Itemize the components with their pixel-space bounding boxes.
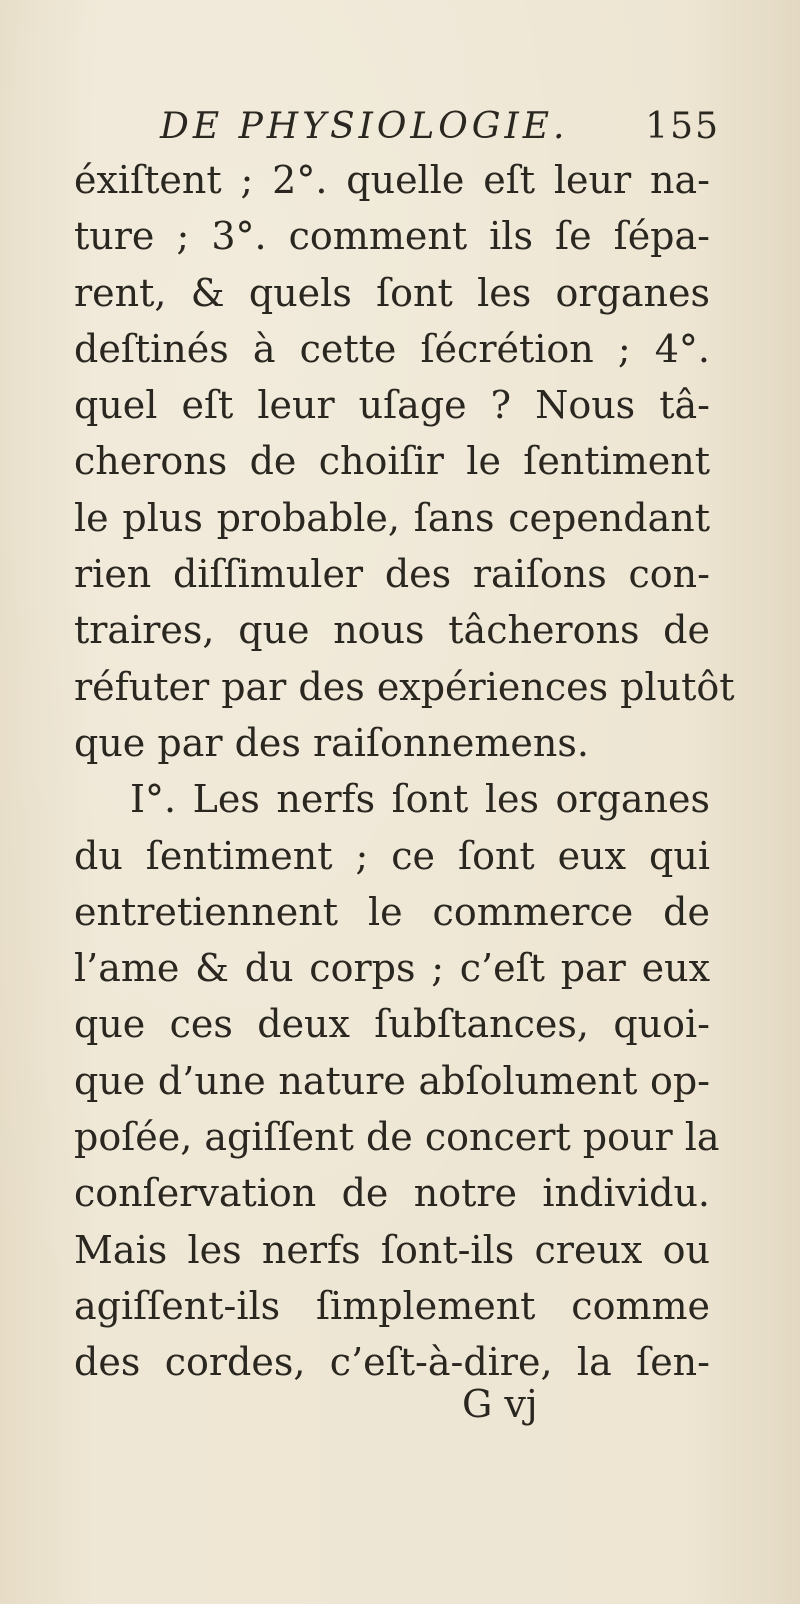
running-head <box>160 106 720 156</box>
text-line: quel eſt leur uſage ? Nous tâ- <box>74 383 710 428</box>
text-line: agiſſent-ils ſimplement comme <box>74 1283 710 1328</box>
text-line: entretiennent le commerce de <box>74 889 710 934</box>
body-text <box>74 152 735 1391</box>
page-number: 155 <box>645 106 720 147</box>
text-line: cherons de choiſir le ſentiment <box>74 439 710 484</box>
text-line: l’ame & du corps ; c’eſt par eux <box>74 946 710 991</box>
text-line: I°. Les nerfs ſont les organes <box>130 777 710 822</box>
text-line: que d’une nature abſolument op- <box>74 1058 710 1103</box>
text-line: des cordes, c’eſt-à-dire, la ſen- <box>74 1340 710 1385</box>
text-line: que par des raiſonnemens. <box>74 720 589 765</box>
text-line: ture ; 3°. comment ils ſe ſépa- <box>74 214 710 259</box>
text-line: traires, que nous tâcherons de <box>74 608 710 653</box>
text-line: réfuter par des expériences plutôt <box>74 664 735 709</box>
text-line: poſée, agiſſent de concert pour la <box>74 1115 720 1160</box>
text-line: rien diſſimuler des raiſons con- <box>74 552 710 597</box>
text-line: Mais les nerfs ſont-ils creux ou <box>74 1227 710 1272</box>
text-line: éxiſtent ; 2°. quelle eſt leur na- <box>74 158 710 202</box>
running-title: DE PHYSIOLOGIE. <box>160 106 569 147</box>
text-line: deſtinés à cette ſécrétion ; 4°. <box>74 326 710 371</box>
text-line: du ſentiment ; ce ſont eux qui <box>74 833 710 878</box>
text-line: rent, & quels ſont les organes <box>74 270 710 315</box>
text-line: que ces deux ſubſtances, quoi- <box>74 1002 710 1047</box>
text-line: le plus probable, ſans cependant <box>74 495 710 540</box>
signature-mark: G vj <box>462 1382 538 1426</box>
text-line: conſervation de notre individu. <box>74 1171 710 1216</box>
